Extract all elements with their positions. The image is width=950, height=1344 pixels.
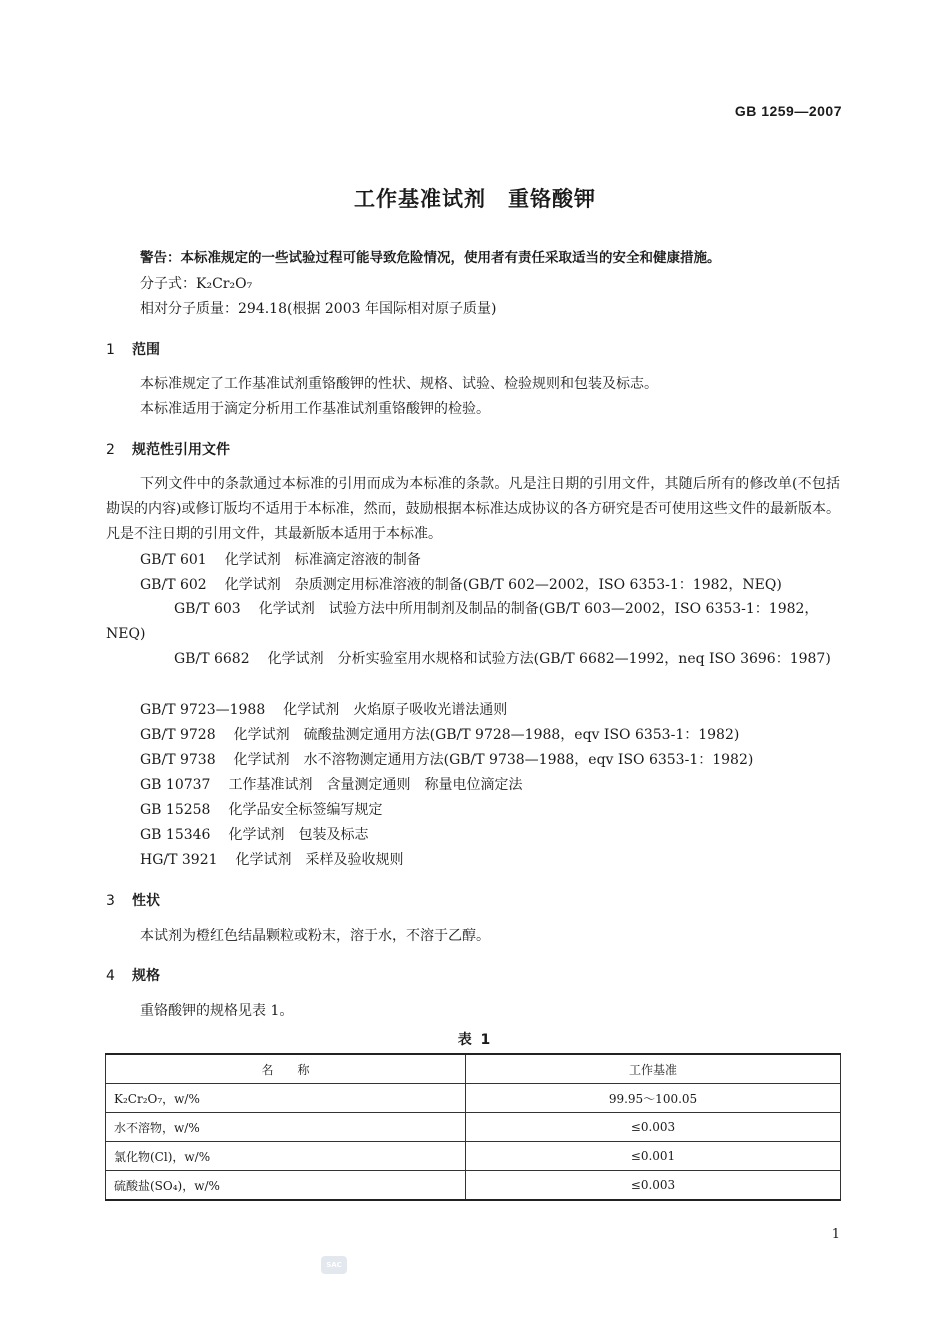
reference-title: 化学试剂 杂质测定用标准溶液的制备(GB/T 602—2002，ISO 6353-1：1982，NEQ) [224,577,782,593]
reference-title: 化学试剂 硫酸盐测定通用方法(GB/T 9728—1988，eqv ISO 6353-1：1982) [233,727,740,743]
section-title: 规格 [132,968,160,984]
section-number: 1 [106,342,115,358]
reference-code: GB 10737 [140,777,211,793]
section-2-heading [106,439,230,459]
reference-item [140,550,421,570]
table-cell-value: ≤0.003 [466,1113,841,1142]
reference-title: 化学试剂 标准滴定溶液的制备 [224,552,421,568]
table-cell-value: ≤0.003 [466,1171,841,1201]
section-number: 2 [106,442,115,458]
table-cell-name: 水不溶物，w/% [106,1113,466,1142]
formula-label: 分子式： [140,276,196,292]
scope-paragraph-1: 本标准规定了工作基准试剂重铬酸钾的性状、规格、试验、检验规则和包装及标志。 [140,376,658,392]
reference-item [106,647,840,672]
specification-table [105,1053,841,1201]
reference-code: GB/T 602 [140,577,207,593]
reference-title: 化学试剂 分析实验室用水规格和试验方法(GB/T 6682—1992，neq ISO 3696：1987) [267,651,831,667]
reference-title: 化学品安全标签编写规定 [228,802,383,818]
properties-paragraph: 本试剂为橙红色结晶颗粒或粉末，溶于水，不溶于乙醇。 [140,928,490,944]
sac-watermark-logo: SAC [321,1256,347,1274]
section-title: 范围 [132,342,160,358]
table-header-row [106,1054,841,1084]
reference-title: 化学试剂 试验方法中所用制剂及制品的制备(GB/T 603—2002，ISO 6353-1：1982，NEQ) [106,601,819,642]
reference-title: 化学试剂 水不溶物测定通用方法(GB/T 9738—1988，eqv ISO 6353-1：1982) [233,752,754,768]
table-cell-value: ≤0.001 [466,1142,841,1171]
section-4-heading [106,965,160,985]
reference-title: 化学试剂 包装及标志 [228,827,369,843]
table-row [106,1142,841,1171]
table-cell-value: 99.95～100.05 [466,1084,841,1113]
page-number: 1 [831,1227,840,1242]
table-cell-name: 氯化物(Cl)，w/% [106,1142,466,1171]
section-1-heading [106,339,160,359]
reference-item [140,575,782,595]
specification-paragraph: 重铬酸钾的规格见表 1。 [140,1003,294,1019]
table-caption: 表 1 [457,1032,493,1048]
reference-code: GB/T 9723—1988 [140,702,266,718]
reference-item [106,597,840,647]
molecular-mass: 相对分子质量：294.18(根据 2003 年国际相对原子质量) [140,301,497,317]
table-row [106,1113,841,1142]
table-cell-name: 硫酸盐(SO₄)，w/% [106,1171,466,1201]
reference-title: 化学试剂 采样及验收规则 [235,852,404,868]
reference-code: GB 15258 [140,802,211,818]
reference-item [140,825,368,845]
reference-item [140,750,753,770]
reference-code: GB/T 6682 [174,651,250,667]
safety-warning: 警告：本标准规定的一些试验过程可能导致危险情况，使用者有责任采取适当的安全和健康措施。 [140,250,721,266]
document-title: 工作基准试剂 重铬酸钾 [354,187,596,211]
reference-code: GB/T 9738 [140,752,216,768]
reference-code: HG/T 3921 [140,852,218,868]
section-number: 3 [106,893,115,909]
references-intro: 下列文件中的条款通过本标准的引用而成为本标准的条款。凡是注日期的引用文件，其随后所有的修改单(不包括勘误的内容)或修订版均不适用于本标准，然而，鼓励根据本标准达成协议的各方研究是否可使用这些文件的最新版本。凡是不注日期的引用文件，其最新版本适用于本标准。 [106,476,840,542]
reference-code: GB/T 603 [174,601,241,617]
reference-item [140,775,522,795]
reference-code: GB/T 601 [140,552,207,568]
molecular-formula [140,274,252,294]
scope-paragraph-2: 本标准适用于滴定分析用工作基准试剂重铬酸钾的检验。 [140,401,490,417]
column-header-standard: 工作基准 [466,1054,841,1084]
formula-value: K₂Cr₂O₇ [196,276,253,292]
table-cell-name: K₂Cr₂O₇，w/% [106,1084,466,1113]
section-title: 性状 [132,893,160,909]
table-row [106,1084,841,1113]
column-header-name: 名 称 [106,1054,466,1084]
reference-code: GB/T 9728 [140,727,216,743]
reference-item [140,725,739,745]
section-number: 4 [106,968,115,984]
reference-code: GB 15346 [140,827,211,843]
reference-title: 化学试剂 火焰原子吸收光谱法通则 [283,702,508,718]
reference-item [140,850,404,870]
reference-item [140,800,382,820]
section-title: 规范性引用文件 [132,442,230,458]
reference-item [140,700,507,720]
standard-code: GB 1259—2007 [734,103,842,119]
reference-title: 工作基准试剂 含量测定通则 称量电位滴定法 [228,777,523,793]
table-row [106,1171,841,1201]
section-3-heading [106,890,160,910]
